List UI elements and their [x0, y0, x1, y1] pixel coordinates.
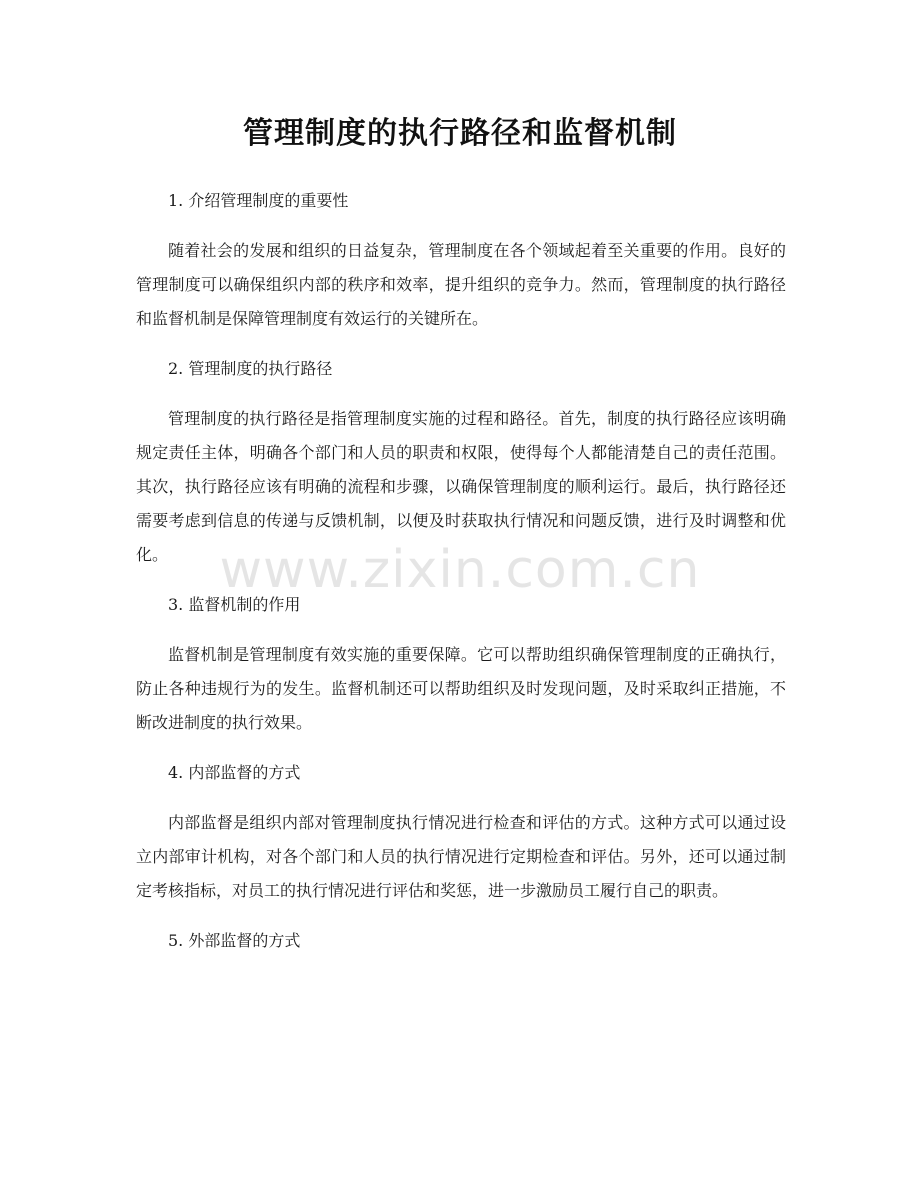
section-heading-5: 5. 外部监督的方式 [168, 931, 301, 950]
section-heading-4: 4. 内部监督的方式 [168, 763, 301, 782]
document-title: 管理制度的执行路径和监督机制 [243, 116, 677, 151]
section-paragraph-4: 内部监督是组织内部对管理制度执行情况进行检查和评估的方式。这种方式可以通过设立内部审计机构，对各个部门和人员的执行情况进行定期检查和评估。另外，还可以通过制定考核指标，对员工的执行情况进行评估和奖惩，进一步激励员工履行自己的职责。 [136, 813, 786, 900]
section-heading-1: 1. 介绍管理制度的重要性 [168, 191, 349, 210]
section-paragraph-3: 监督机制是管理制度有效实施的重要保障。它可以帮助组织确保管理制度的正确执行，防止各种违规行为的发生。监督机制还可以帮助组织及时发现问题，及时采取纠正措施，不断改进制度的执行效果。 [136, 645, 786, 732]
watermark-text: www.zixin.com.cn [219, 540, 701, 600]
section-paragraph-2: 管理制度的执行路径是指管理制度实施的过程和路径。首先，制度的执行路径应该明确规定责任主体，明确各个部门和人员的职责和权限，使得每个人都能清楚自己的责任范围。其次，执行路径应该有明确的流程和步骤，以确保管理制度的顺利运行。最后，执行路径还需要考虑到信息的传递与反馈机制，以便及时获取执行情况和问题反馈，进行及时调整和优化。 [136, 409, 786, 564]
section-heading-3: 3. 监督机制的作用 [168, 595, 301, 614]
section-paragraph-1: 随着社会的发展和组织的日益复杂，管理制度在各个领域起着至关重要的作用。良好的管理制度可以确保组织内部的秩序和效率，提升组织的竞争力。然而，管理制度的执行路径和监督机制是保障管理制度有效运行的关键所在。 [136, 241, 786, 328]
section-heading-2: 2. 管理制度的执行路径 [168, 359, 333, 378]
document-body [136, 184, 786, 974]
